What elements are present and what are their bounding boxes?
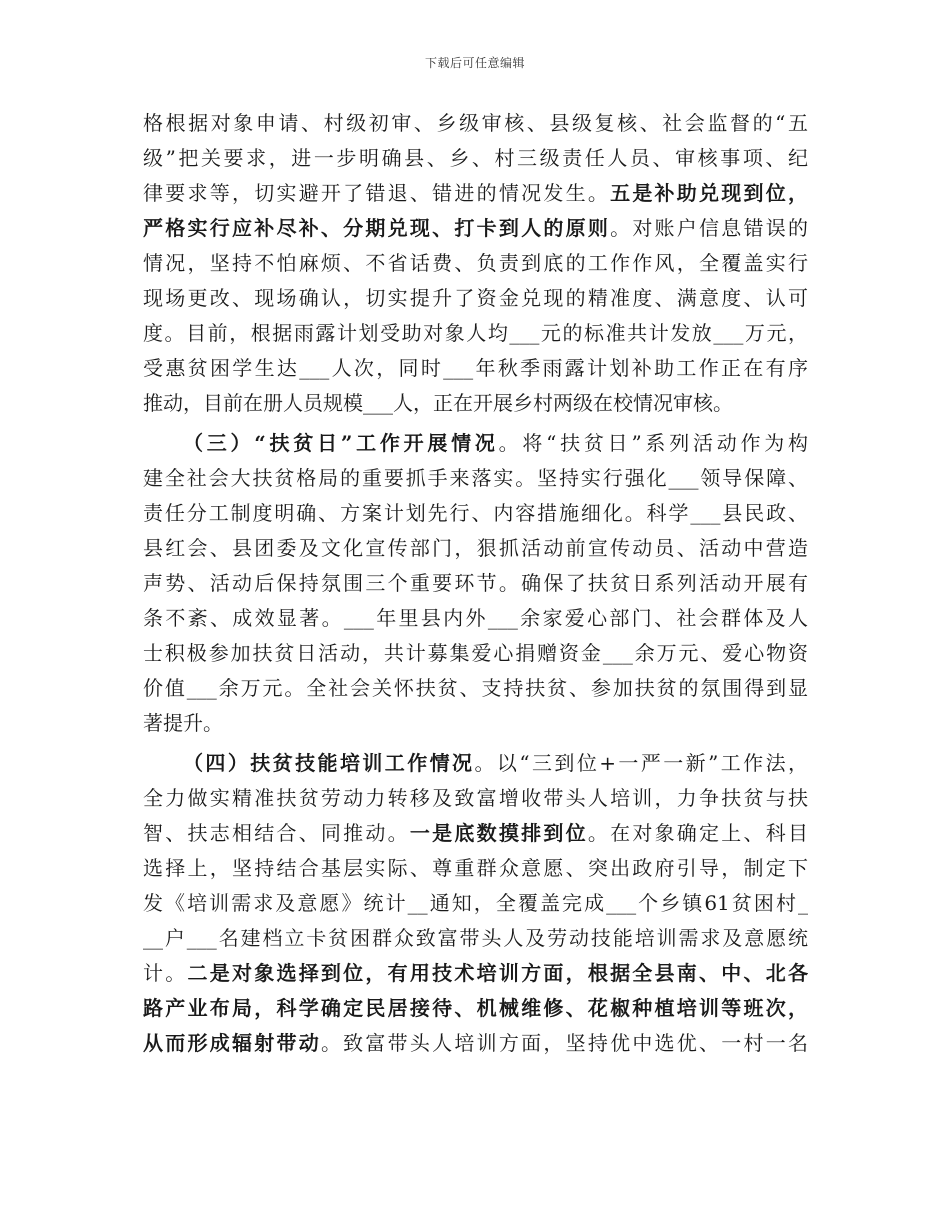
text-run: 发《培训需求及意愿》统计__通知，全覆盖完成___个乡镇61贫困村_ [143, 891, 808, 915]
text-run: 。在对象确定上、科目 [587, 821, 809, 845]
text-run: 条不紊、成效显著。___年里县内外___余家爱心部门、社会群体及人 [143, 606, 808, 630]
bold-text-run: 一是底数摸排到位 [409, 821, 588, 845]
text-line [143, 386, 808, 421]
text-run: 情况，坚持不怕麻烦、不省话费、负责到底的工作作风，全覆盖实行 [143, 251, 808, 275]
text-line [143, 316, 808, 351]
text-line [143, 636, 808, 671]
bold-text-run: 严格实行应补尽补、分期兑现、打卡到人的原则 [143, 216, 611, 240]
text-run: 度。目前，根据雨露计划受助对象人均___元的标准共计发放___万元， [143, 321, 808, 345]
text-line [143, 351, 808, 386]
text-line [143, 991, 808, 1026]
text-line [143, 781, 808, 816]
document-body [143, 106, 808, 1061]
text-line [143, 211, 808, 246]
text-run: 计。 [143, 961, 188, 985]
text-line [143, 816, 808, 851]
bold-text-run: 五是补助兑现到位， [610, 181, 809, 205]
text-run: 。将“扶贫日”系列活动作为构 [498, 431, 808, 455]
paragraph [143, 426, 808, 741]
text-run: 县红会、县团委及文化宣传部门，狠抓活动前宣传动员、活动中营造 [143, 536, 808, 560]
text-line [143, 461, 808, 496]
page-header: 下载后可任意编辑 [424, 56, 525, 70]
text-line [143, 176, 808, 211]
text-line [143, 706, 808, 741]
bold-text-run: 二是对象选择到位，有用技术培训方面，根据全县南、中、北各 [187, 961, 809, 985]
text-line [143, 601, 808, 636]
text-run: 。以“三到位+一严一新”工作法， [474, 751, 809, 775]
text-run: 全力做实精准扶贫劳动力转移及致富增收带头人培训，力争扶贫与扶 [143, 786, 808, 810]
text-line [143, 426, 808, 461]
bold-text-run: 从而形成辐射带动 [143, 1031, 321, 1055]
text-run: 著提升。 [143, 711, 223, 735]
text-line [143, 1026, 808, 1061]
text-run: 智、扶志相结合、同推动。 [143, 821, 410, 845]
text-run: 格根据对象申请、村级初审、乡级审核、县级复核、社会监督的“五 [143, 111, 808, 135]
paragraph [143, 746, 808, 1061]
text-run: __户___名建档立卡贫困群众致富带头人及劳动技能培训需求及意愿统 [143, 926, 808, 950]
text-run: 受惠贫困学生达___人次，同时___年秋季雨露计划补助工作正在有序 [143, 356, 808, 380]
text-line [143, 671, 808, 706]
bold-text-run: （四）扶贫技能培训工作情况 [183, 751, 475, 775]
text-line [143, 141, 808, 176]
text-line [143, 106, 808, 141]
text-run: 选择上，坚持结合基层实际、尊重群众意愿、突出政府引导，制定下 [143, 856, 808, 880]
text-run: 推动，目前在册人员规模___人，正在开展乡村两级在校情况审核。 [143, 391, 733, 415]
text-run: 建全社会大扶贫格局的重要抓手来落实。坚持实行强化___领导保障、 [143, 466, 808, 490]
text-run: 士积极参加扶贫日活动，共计募集爱心捐赠资金___余万元、爱心物资 [143, 641, 808, 665]
text-line [143, 886, 808, 921]
text-line [143, 246, 808, 281]
text-run: 责任分工制度明确、方案计划先行、内容措施细化。科学___县民政、 [143, 501, 808, 525]
text-line [143, 566, 808, 601]
paragraph [143, 106, 808, 421]
text-line [143, 531, 808, 566]
text-line [143, 921, 808, 956]
text-run: 价值___余万元。全社会关怀扶贫、支持扶贫、参加扶贫的氛围得到显 [143, 676, 808, 700]
bold-text-run: （三）“扶贫日”工作开展情况 [183, 431, 499, 455]
bold-text-run: 路产业布局，科学确定民居接待、机械维修、花椒种植培训等班次， [143, 996, 808, 1020]
text-run: 级”把关要求，进一步明确县、乡、村三级责任人员、审核事项、纪 [143, 146, 808, 170]
text-run: 。致富带头人培训方面，坚持优中选优、一村一名 [320, 1031, 809, 1055]
text-line [143, 746, 808, 781]
text-line [143, 956, 808, 991]
text-line [143, 851, 808, 886]
text-line [143, 281, 808, 316]
text-run: 声势、活动后保持氛围三个重要环节。确保了扶贫日系列活动开展有 [143, 571, 808, 595]
text-line [143, 496, 808, 531]
text-run: 。对账户信息错误的 [610, 216, 809, 240]
text-run: 律要求等，切实避开了错退、错进的情况发生。 [143, 181, 611, 205]
text-run: 现场更改、现场确认，切实提升了资金兑现的精准度、满意度、认可 [143, 286, 808, 310]
